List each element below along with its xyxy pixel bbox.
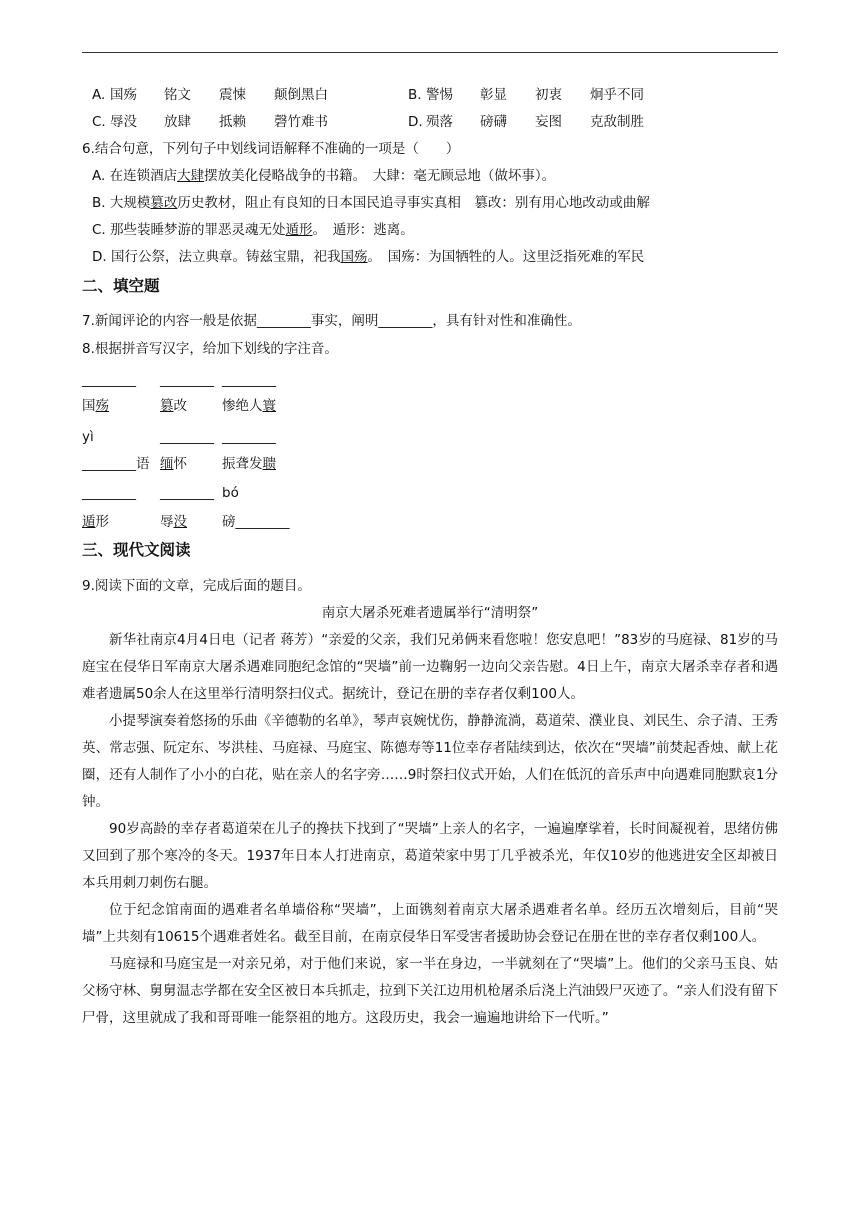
option-word: 放肆 xyxy=(164,114,191,130)
q6-text: B. 大规模 xyxy=(92,195,151,211)
underlined-word: 大肆 xyxy=(177,168,205,184)
q6-text: A. 在连锁酒店 xyxy=(92,168,178,184)
q6-explain: 遁形：逃离。 xyxy=(332,222,414,238)
q6-text: 历史教材，阻止有良知的日本国民追寻事实真相 xyxy=(177,195,461,211)
section-heading: 三、现代文阅读 xyxy=(82,541,191,559)
q8-char: 辱 xyxy=(160,514,174,530)
article-paragraph: 小提琴演奏着悠扬的乐曲《辛德勒的名单》，琴声哀婉忧伤，静静流淌，葛道荣、濮业良、刘民生、佘子清、王秀英、常志强、阮定东、岑洪桂、马庭禄、马庭宝、陈德寿等11位幸存者陆续到达，依次在“哭墙”前焚起香烛、献上花圈，还有人制作了小小的白花，贴在亲人的名字旁……9时祭扫仪式开始，人们在低沉的音乐声中向遇难同胞默哀1分钟。 xyxy=(82,713,778,810)
option-word: 初衷 xyxy=(535,87,562,103)
article-title: 南京大屠杀死难者遗属举行“清明祭” xyxy=(321,605,539,621)
answer-blank: ________ xyxy=(160,429,214,445)
q5-option-c xyxy=(92,113,328,131)
answer-blank: ________ xyxy=(160,485,214,501)
q7-text: ，具有针对性和准确性。 xyxy=(432,313,581,329)
option-label: A. xyxy=(92,87,106,103)
q8-char: 惨绝人 xyxy=(222,398,263,414)
q5-option-d xyxy=(408,113,644,131)
q8-char: 语 xyxy=(136,456,150,472)
option-word: 警惕 xyxy=(426,87,453,103)
pinyin: yì xyxy=(82,429,94,445)
option-word: 辱没 xyxy=(110,114,137,130)
option-label: D. xyxy=(408,114,423,130)
q8-word xyxy=(222,397,276,415)
article-body xyxy=(82,627,778,1032)
q6-explain: 国殇：为国牺牲的人。这里泛指死难的军民 xyxy=(387,249,645,265)
answer-blank: ________ xyxy=(82,456,136,472)
gap xyxy=(374,249,388,265)
option-word: 克敌制胜 xyxy=(590,114,644,130)
gap xyxy=(461,195,475,211)
q7 xyxy=(82,312,581,330)
q8-word xyxy=(82,397,109,415)
q6-stem: 6.结合句意，下列句子中划线词语解释不准确的一项是（ ） xyxy=(82,141,460,157)
q7-text: 7.新闻评论的内容一般是依据 xyxy=(82,313,257,329)
underlined-word: 国殇 xyxy=(340,249,368,265)
underlined-char: 遁 xyxy=(82,514,96,530)
option-word: 彰显 xyxy=(480,87,507,103)
answer-blank: ________ xyxy=(378,313,433,329)
q6-option-c xyxy=(92,221,414,239)
section-heading: 二、填空题 xyxy=(82,277,160,295)
q6-explain: 篡改：别有用心地改动或曲解 xyxy=(474,195,650,211)
option-word: 颠倒黑白 xyxy=(274,87,328,103)
option-label: B. xyxy=(408,87,422,103)
q6-option-a xyxy=(92,167,555,185)
option-word: 铭文 xyxy=(164,87,191,103)
q5-option-b xyxy=(408,86,644,104)
q8-char: 磅 xyxy=(222,514,236,530)
underlined-char: 寰 xyxy=(262,398,276,414)
article-paragraph: 马庭禄和马庭宝是一对亲兄弟，对于他们来说，家一半在身边，一半就刻在了“哭墙”上。他们的父亲马玉良、姑父杨守林、舅舅温志学都在安全区被日本兵抓走，拉到下关江边用机枪屠杀后浇上汽油毁尸灭迹了。“亲人们没有留下尸骨，这里就成了我和哥哥唯一能祭祖的地方。这段历史，我会一遍遍地讲给下一代听。” xyxy=(82,956,778,1026)
underlined-char: 殇 xyxy=(95,398,109,414)
q8-word xyxy=(82,513,109,531)
option-word: 抵赖 xyxy=(219,114,246,130)
header-rule xyxy=(82,52,778,53)
article-paragraph: 90岁高龄的幸存者葛道荣在儿子的搀扶下找到了“哭墙”上亲人的名字，一遍遍摩挲着，长时间凝视着，思绪仿佛又回到了那个寒冷的冬天。1937年日本人打进南京，葛道荣家中男丁几乎被杀光，年仅10岁的他逃进安全区却被日本兵用刺刀刺伤右腿。 xyxy=(82,821,778,891)
answer-blank: ________ xyxy=(222,372,276,388)
q8-word xyxy=(160,513,187,531)
underlined-char: 篡 xyxy=(160,398,174,414)
q8-char: 怀 xyxy=(173,456,187,472)
answer-blank: ________ xyxy=(235,514,290,530)
underlined-char: 缅 xyxy=(160,456,174,472)
underlined-word: 篡改 xyxy=(150,195,178,211)
q8-char: 改 xyxy=(173,398,187,414)
q6-text: D. 国行公祭，法立典章。铸兹宝鼎，祀我 xyxy=(92,249,341,265)
gap xyxy=(359,168,373,184)
article-paragraph: 新华社南京4月4日电（记者 蒋芳）“亲爱的父亲，我们兄弟俩来看您啦！您安息吧！”83岁的马庭禄、81岁的马庭宝在侵华日军南京大屠杀遇难同胞纪念馆的“哭墙”前一边鞠躬一边向父亲告慰。4日上午，南京大屠杀幸存者和遇难者遗属50余人在这里举行清明祭扫仪式。据统计，登记在册的幸存者仅剩100人。 xyxy=(82,632,778,702)
option-word: 殒落 xyxy=(426,114,453,130)
option-label: C. xyxy=(92,114,106,130)
option-word: 国殇 xyxy=(110,87,137,103)
option-word: 磅礴 xyxy=(480,114,507,130)
q8-char: 形 xyxy=(95,514,109,530)
answer-blank: ________ xyxy=(256,313,311,329)
q8-word xyxy=(222,455,276,473)
q9-stem: 9.阅读下面的文章，完成后面的题目。 xyxy=(82,578,311,594)
answer-blank: ________ xyxy=(160,372,214,388)
underlined-char: 没 xyxy=(173,514,187,530)
q5-option-a xyxy=(92,86,328,104)
q6-option-d xyxy=(92,248,644,266)
pinyin: bó xyxy=(222,485,239,501)
underlined-word: 遁形 xyxy=(285,222,313,238)
gap xyxy=(319,222,333,238)
q8-word xyxy=(160,397,187,415)
answer-blank: ________ xyxy=(222,429,276,445)
q8-word xyxy=(82,455,150,473)
q6-text: 。 xyxy=(312,222,320,238)
q8-stem: 8.根据拼音写汉字，给加下划线的字注音。 xyxy=(82,341,338,357)
option-word: 震悚 xyxy=(219,87,246,103)
answer-blank: ________ xyxy=(82,372,136,388)
q8-char: 振聋发 xyxy=(222,456,263,472)
q8-word xyxy=(160,455,187,473)
q6-text: 。 xyxy=(367,249,375,265)
q7-text: 事实，阐明 xyxy=(310,313,379,329)
underlined-char: 聩 xyxy=(262,456,276,472)
option-word: 磬竹难书 xyxy=(274,114,328,130)
article-paragraph: 位于纪念馆南面的遇难者名单墙俗称“哭墙”，上面镌刻着南京大屠杀遇难者名单。经历五次增刻后，目前“哭墙”上共刻有10615个遇难者姓名。截至目前，在南京侵华日军受害者援助协会登记在册在世的幸存者仅剩100人。 xyxy=(82,902,778,945)
option-word: 妄图 xyxy=(535,114,562,130)
q8-word xyxy=(222,513,290,531)
q6-text: 摆放美化侵略战争的书籍。 xyxy=(204,168,360,184)
q6-explain: 大肆：毫无顾忌地（做坏事）。 xyxy=(372,168,556,184)
answer-blank: ________ xyxy=(82,485,136,501)
q8-char: 国 xyxy=(82,398,96,414)
q6-text: C. 那些装睡梦游的罪恶灵魂无处 xyxy=(92,222,286,238)
q6-option-b xyxy=(92,194,650,212)
option-word: 炯乎不同 xyxy=(590,87,644,103)
